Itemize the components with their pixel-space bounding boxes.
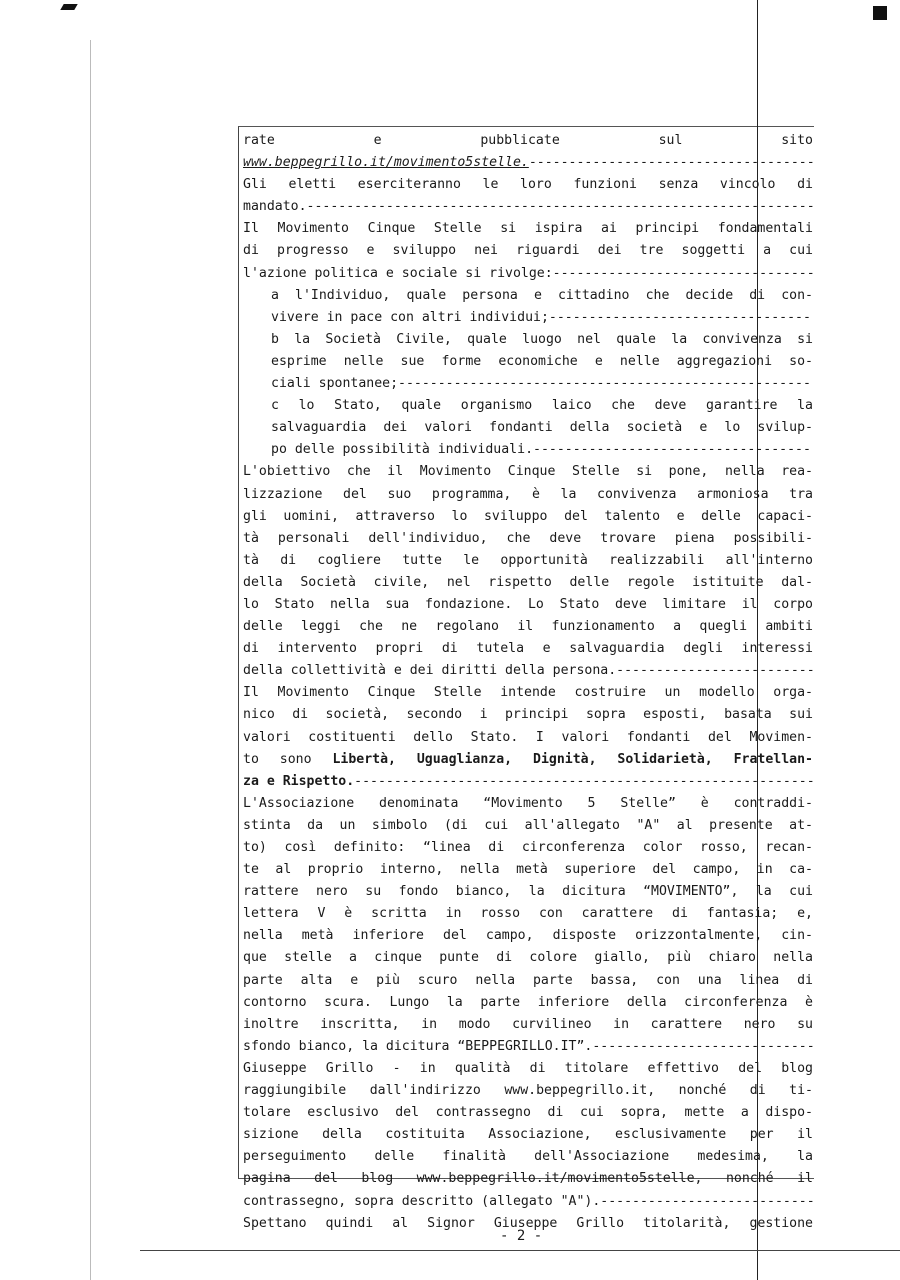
- bold-values: za e Rispetto.: [243, 773, 355, 789]
- text-span: lettera V è scritta in rosso con carattere di fantasia; e,: [243, 906, 813, 922]
- text-span: mandato.: [243, 199, 307, 215]
- text-line: [243, 881, 813, 903]
- text-span: Gli eletti eserciteranno le loro funzioni senza vincolo di: [243, 177, 813, 193]
- text-span: to sono: [243, 751, 333, 767]
- text-span: nico di società, secondo i principi sopra esposti, basata sui: [243, 707, 813, 723]
- text-span: Il Movimento Cinque Stelle intende costruire un modello orga-: [243, 685, 813, 701]
- text-line: [243, 285, 813, 307]
- text-span: Il Movimento Cinque Stelle si ispira ai principi fondamentali: [243, 221, 813, 237]
- text-span: tolare esclusivo del contrassegno di cui sopra, mette a dispo-: [243, 1105, 813, 1121]
- text-span: nella metà inferiore del campo, disposte orizzontalmente, cin-: [243, 928, 813, 944]
- text-line: [243, 1124, 813, 1146]
- text-span: vivere in pace con altri individui;: [271, 309, 549, 325]
- text-span: perseguimento delle finalità dell'Associazione medesima, la: [243, 1149, 813, 1165]
- dash-filler: [354, 774, 813, 789]
- text-span: della collettività e dei diritti della persona.: [243, 663, 617, 679]
- text-line: [243, 506, 813, 528]
- text-line: [243, 1058, 813, 1080]
- text-span: b la Società Civile, quale luogo nel quale la convivenza si: [271, 331, 813, 347]
- text-span: tà di cogliere tutte le opportunità realizzabili all'interno: [243, 552, 813, 568]
- text-line: [243, 174, 813, 196]
- text-span: ciali spontanee;: [271, 376, 399, 392]
- text-line: [243, 130, 813, 152]
- text-line: [243, 307, 813, 329]
- text-span: lo Stato nella sua fondazione. Lo Stato deve limitare il corpo: [243, 596, 813, 612]
- text-span: sfondo bianco, la dicitura “BEPPEGRILLO.IT”.: [243, 1038, 593, 1054]
- text-span: contorno scura. Lungo la parte inferiore della circonferenza è: [243, 994, 813, 1010]
- text-line: [243, 616, 813, 638]
- text-line: [243, 704, 813, 726]
- text-line: [243, 395, 813, 417]
- text-line: [243, 749, 813, 771]
- text-span: raggiungibile dall'indirizzo www.beppegrillo.it, nonché di ti-: [243, 1083, 813, 1099]
- page-bottom-edge: [140, 1250, 900, 1251]
- text-line: [243, 439, 813, 461]
- link-url[interactable]: www.beppegrillo.it/movimento5stelle.: [243, 155, 529, 171]
- text-line: [243, 947, 813, 969]
- text-line: [243, 461, 813, 483]
- document-body: [243, 130, 813, 1235]
- text-span: rattere nero su fondo bianco, la dicitura “MOVIMENTO”, la cui: [243, 884, 813, 900]
- text-span: della Società civile, nel rispetto delle regole istituite dal-: [243, 574, 813, 590]
- bold-values: Libertà, Uguaglianza, Dignità, Solidarietà, Fratellan-: [332, 751, 813, 767]
- dash-filler: [592, 1039, 813, 1054]
- dash-filler: [529, 155, 813, 170]
- text-line: [243, 1168, 813, 1190]
- dash-filler: [307, 199, 813, 214]
- text-line: [243, 373, 813, 395]
- scan-margin-line: [90, 40, 91, 1280]
- text-line: [243, 417, 813, 439]
- text-span: to) così definito: “linea di circonferenza color rosso, recan-: [243, 840, 813, 855]
- text-span: Giuseppe Grillo - in qualità di titolare effettivo del blog: [243, 1060, 813, 1076]
- text-span: valori costituenti dello Stato. I valori fondanti del Movimen-: [243, 729, 813, 745]
- text-span: di progresso e sviluppo nei riguardi dei tre soggetti a cui: [243, 243, 813, 259]
- text-line: [243, 771, 813, 793]
- text-span: esprime nelle sue forme economiche e nelle aggregazioni so-: [271, 353, 813, 369]
- text-span: parte alta e più scuro nella parte bassa, con una linea di: [243, 972, 813, 988]
- text-line: [243, 660, 813, 682]
- text-span: gli uomini, attraverso lo sviluppo del talento e delle capaci-: [243, 508, 813, 524]
- text-span: lizzazione del suo programma, è la convivenza armoniosa tra: [243, 486, 813, 502]
- text-span: di intervento propri di tutela e salvaguardia degli interessi: [243, 641, 813, 657]
- scan-mark-top-left: [60, 4, 77, 10]
- text-span: stinta da un simbolo (di cui all'allegato "A" al presente at-: [243, 817, 813, 833]
- text-span: rate e pubblicate sul sito: [243, 133, 813, 148]
- text-span: L'obiettivo che il Movimento Cinque Stelle si pone, nella rea-: [243, 464, 813, 480]
- text-span: contrassegno, sopra descritto (allegato "A").: [243, 1193, 601, 1209]
- text-line: [243, 1191, 813, 1213]
- text-span: pagina del blog www.beppegrillo.it/movimento5stelle, nonché il: [243, 1171, 813, 1187]
- text-span: Spettano quindi al Signor Giuseppe Grillo titolarità, gestione: [243, 1215, 813, 1231]
- dash-filler: [616, 663, 813, 678]
- text-line: [243, 240, 813, 262]
- text-line: [243, 815, 813, 837]
- page-number: - 2 -: [500, 1228, 543, 1244]
- text-line: [243, 351, 813, 373]
- text-line: [243, 528, 813, 550]
- text-line: [243, 970, 813, 992]
- text-line: [243, 903, 813, 925]
- text-line: [243, 1102, 813, 1124]
- text-line: [243, 859, 813, 881]
- dash-filler: [600, 1194, 813, 1209]
- text-span: te al proprio interno, nella metà superiore del campo, in ca-: [243, 862, 813, 878]
- text-line: [243, 925, 813, 947]
- dash-filler: [549, 310, 813, 325]
- text-span: sizione della costituita Associazione, esclusivamente per il: [243, 1127, 813, 1143]
- dash-filler: [398, 376, 813, 391]
- dash-filler: [533, 442, 813, 457]
- text-line: [243, 1036, 813, 1058]
- text-line: [243, 329, 813, 351]
- text-span: tà personali dell'individuo, che deve trovare piena possibili-: [243, 530, 813, 546]
- scan-mark-top-right: [873, 6, 887, 20]
- text-line: [243, 837, 813, 859]
- text-line: [243, 638, 813, 660]
- text-line: [243, 550, 813, 572]
- text-line: [243, 218, 813, 240]
- dash-filler: [553, 266, 813, 281]
- text-line: [243, 594, 813, 616]
- text-line: [243, 992, 813, 1014]
- text-span: l'azione politica e sociale si rivolge:: [243, 265, 553, 281]
- text-line: [243, 1146, 813, 1168]
- text-line: [243, 484, 813, 506]
- text-span: inoltre inscritta, in modo curvilineo in carattere nero su: [243, 1016, 813, 1032]
- text-line: [243, 727, 813, 749]
- text-span: delle leggi che ne regolano il funzionamento a quegli ambiti: [243, 619, 813, 635]
- text-span: a l'Individuo, quale persona e cittadino che decide di con-: [271, 287, 813, 303]
- text-line: [243, 793, 813, 815]
- text-span: L'Associazione denominata “Movimento 5 Stelle” è contraddi-: [243, 795, 813, 811]
- text-line: [243, 263, 813, 285]
- text-span: c lo Stato, quale organismo laico che deve garantire la: [271, 398, 813, 414]
- text-span: po delle possibilità individuali.: [271, 442, 534, 458]
- text-line: [243, 572, 813, 594]
- text-span: salvaguardia dei valori fondanti della società e lo svilup-: [271, 420, 813, 436]
- text-line: [243, 1014, 813, 1036]
- text-line: [243, 152, 813, 174]
- text-span: que stelle a cinque punte di colore giallo, più chiaro nella: [243, 950, 813, 966]
- text-line: [243, 196, 813, 218]
- text-line: [243, 1080, 813, 1102]
- text-line: [243, 682, 813, 704]
